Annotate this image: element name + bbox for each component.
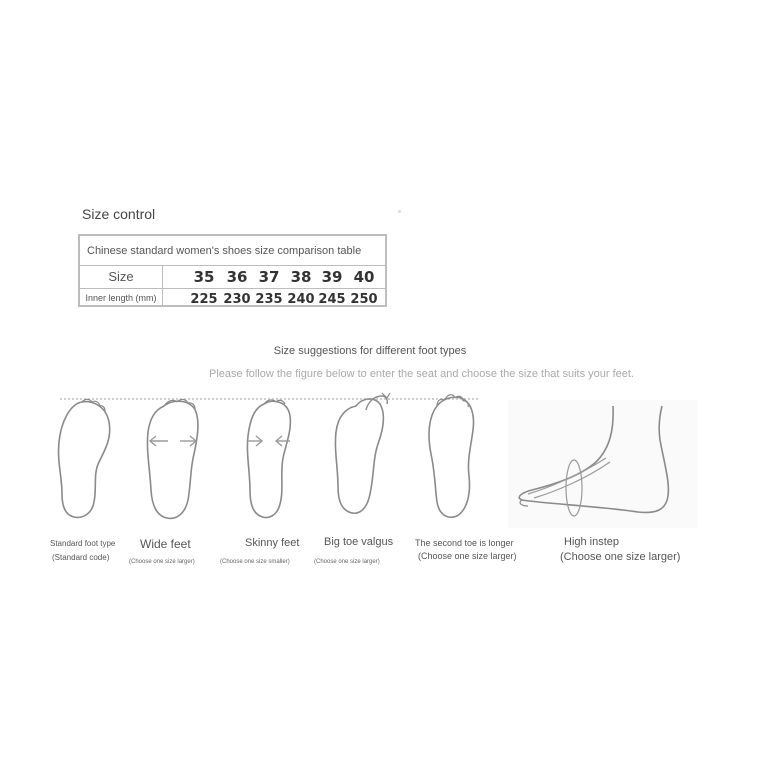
table-caption: Chinese standard women's shoes size comparison table xyxy=(87,245,362,257)
skinny-foot-icon xyxy=(240,398,300,522)
standard-foot-icon xyxy=(52,398,116,522)
inner-length-cell: 250 xyxy=(350,292,378,307)
foot-type-note: (Choose one size larger) xyxy=(418,551,517,561)
size-control-title: Size control xyxy=(82,206,156,222)
foot-type-name: High instep xyxy=(564,536,620,548)
high-instep-foot-icon xyxy=(508,400,698,528)
size-cell: 39 xyxy=(321,268,343,286)
foot-type-name: Skinny feet xyxy=(245,537,300,549)
inner-length-cell: 230 xyxy=(223,292,251,307)
size-row-label: Size xyxy=(108,269,134,284)
size-cell: 38 xyxy=(290,268,312,286)
size-comparison-table xyxy=(78,234,387,307)
inner-length-cell: 235 xyxy=(255,292,283,307)
suggestions-title: Size suggestions for different foot types xyxy=(273,345,467,357)
foot-type-note: (Standard code) xyxy=(52,553,110,562)
size-cell: 37 xyxy=(258,268,280,286)
size-cell: 35 xyxy=(193,268,215,286)
inner-length-cell: 240 xyxy=(287,292,315,307)
wide-foot-icon xyxy=(140,398,204,522)
foot-type-note: (Choose one size larger) xyxy=(314,559,380,565)
foot-type-name: Wide feet xyxy=(140,537,191,551)
inner-length-cell: 245 xyxy=(318,292,346,307)
long-second-toe-foot-icon xyxy=(423,392,483,522)
suggestions-subtitle: Please follow the figure below to enter the seat and choose the size that suits your feet. xyxy=(209,368,634,380)
foot-type-note: (Choose one size larger) xyxy=(560,551,681,563)
foot-type-note: (Choose one size larger) xyxy=(129,559,195,565)
foot-type-note: (Choose one size smaller) xyxy=(220,559,290,565)
size-cell: 40 xyxy=(353,268,375,286)
inner-length-row-label: Inner length (mm) xyxy=(85,293,157,303)
big-toe-valgus-foot-icon xyxy=(330,392,394,522)
foot-type-name: Big toe valgus xyxy=(324,536,394,548)
inner-length-cell: 225 xyxy=(190,292,218,307)
size-cell: 36 xyxy=(226,268,248,286)
foot-type-name: The second toe is longer xyxy=(415,538,514,548)
foot-type-name: Standard foot type xyxy=(50,539,116,548)
